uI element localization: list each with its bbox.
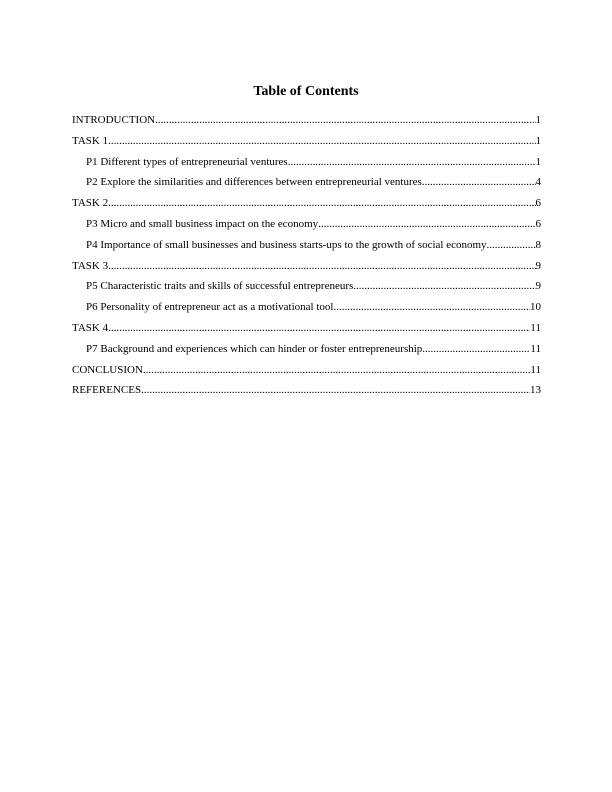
toc-entry-page: 1 xyxy=(535,134,541,147)
toc-entry-label: INTRODUCTION xyxy=(72,114,156,126)
toc-entry-label: P4 Importance of small businesses and business starts-ups to the growth of social economy xyxy=(86,238,487,251)
toc-entry-label: P1 Different types of entrepreneurial ventures xyxy=(86,155,288,168)
toc-entry-label: TASK 4 xyxy=(72,321,109,334)
toc-entry-p2 xyxy=(72,175,541,196)
toc-entry-page: 11 xyxy=(530,321,541,334)
toc-leader-dots xyxy=(422,175,536,189)
toc-entry-page: 10 xyxy=(530,301,541,314)
toc-entry-label: P5 Characteristic traits and skills of successful entrepreneurs xyxy=(86,280,354,293)
toc-entry-label: TASK 1 xyxy=(72,134,109,147)
toc-entry-page: 9 xyxy=(535,280,541,293)
toc-title: Table of Contents xyxy=(253,84,359,99)
toc-entry-page: 11 xyxy=(530,342,541,355)
toc-entry-p5 xyxy=(72,279,541,300)
toc-leader-dots xyxy=(288,155,536,169)
toc-leader-dots xyxy=(143,363,531,377)
toc-entry-p1 xyxy=(72,155,541,176)
toc-entry-references xyxy=(72,383,541,404)
toc-list xyxy=(72,113,541,404)
toc-entry-label: P3 Micro and small business impact on the economy xyxy=(86,217,319,230)
toc-entry-page: 13 xyxy=(530,384,541,397)
toc-leader-dots xyxy=(141,383,530,397)
toc-entry-p6 xyxy=(72,300,541,321)
toc-entry-task-3 xyxy=(72,259,541,280)
toc-entry-label: TASK 3 xyxy=(72,259,109,272)
toc-leader-dots xyxy=(422,342,530,356)
toc-leader-dots xyxy=(108,321,530,335)
toc-entry-page: 1 xyxy=(535,114,541,126)
toc-entry-label: REFERENCES xyxy=(72,384,142,397)
toc-entry-label: P7 Background and experiences which can hinder or foster entrepreneurship xyxy=(86,342,423,355)
toc-entry-introduction xyxy=(72,113,541,134)
toc-leader-dots xyxy=(487,238,536,252)
toc-entry-page: 6 xyxy=(535,217,541,230)
toc-entry-label: P2 Explore the similarities and differences between entrepreneurial ventures xyxy=(86,176,422,189)
toc-entry-p4 xyxy=(72,238,541,259)
toc-entry-label: CONCLUSION xyxy=(72,363,143,376)
toc-leader-dots xyxy=(353,279,535,293)
toc-entry-task-4 xyxy=(72,321,541,342)
toc-entry-page: 1 xyxy=(535,155,541,168)
toc-entry-page: 6 xyxy=(535,197,541,210)
toc-entry-label: P6 Personality of entrepreneur act as a motivational tool xyxy=(86,301,334,314)
toc-entry-conclusion xyxy=(72,363,541,384)
toc-leader-dots xyxy=(108,196,535,210)
toc-entry-page: 9 xyxy=(535,259,541,272)
toc-entry-task-1 xyxy=(72,134,541,155)
toc-entry-task-2 xyxy=(72,196,541,217)
toc-leader-dots xyxy=(108,259,535,273)
toc-leader-dots xyxy=(318,217,535,231)
toc-entry-page: 8 xyxy=(535,238,541,251)
toc-entry-p7 xyxy=(72,342,541,363)
toc-entry-page: 4 xyxy=(535,176,541,189)
toc-entry-label: TASK 2 xyxy=(72,197,109,210)
toc-leader-dots xyxy=(155,113,535,127)
toc-leader-dots xyxy=(108,134,535,148)
toc-entry-p3 xyxy=(72,217,541,238)
toc-leader-dots xyxy=(333,300,530,314)
toc-entry-page: 11 xyxy=(530,363,541,376)
